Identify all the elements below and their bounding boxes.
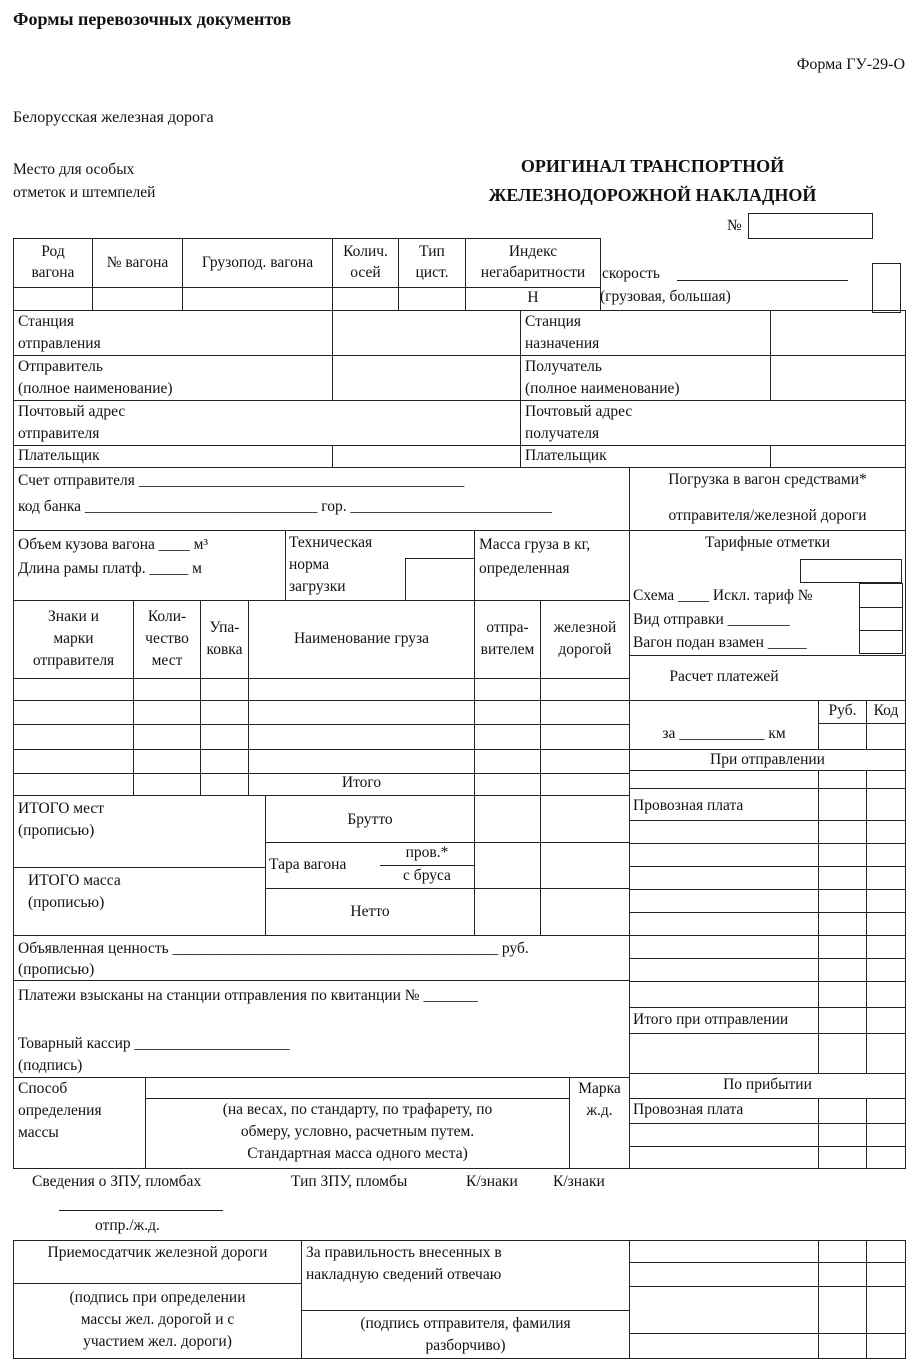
col-cargo-name: Наименование груза <box>293 630 430 647</box>
col-marks-l3: отправителя <box>32 652 115 669</box>
agent-signature-note-l1: (подпись при определении <box>69 1289 246 1306</box>
grid-cell <box>629 1123 819 1147</box>
railway-mark-l1: Марка <box>578 1080 621 1097</box>
grid-cell <box>200 773 249 796</box>
acceptance-agent-label: Приемосдатчик железной дороги <box>47 1244 268 1261</box>
tech-norm-l2: норма <box>289 556 330 573</box>
cashier-signature-label: (подпись) <box>18 1057 83 1074</box>
grid-cell <box>13 700 134 725</box>
grid-cell <box>818 866 867 890</box>
tara-label: Тара вагона <box>269 856 347 873</box>
rub-header: Руб. <box>828 702 857 719</box>
grid-cell <box>248 678 475 701</box>
col-tank-type-l1: Тип <box>419 243 445 260</box>
grid-cell <box>866 1333 906 1359</box>
sender-address-l2: отправителя <box>18 425 100 442</box>
grid-cell <box>200 678 249 701</box>
grid-cell <box>540 773 630 796</box>
col-axles-l2: осей <box>350 264 381 281</box>
grid-cell <box>13 724 134 750</box>
col-wagon-type-l2: вагона <box>31 264 75 281</box>
grid-cell <box>629 958 819 982</box>
grid-cell <box>866 1146 906 1169</box>
grid-cell <box>770 445 906 468</box>
speed-blank-line <box>677 266 848 281</box>
grid-cell <box>629 1146 819 1169</box>
method-label-l3: массы <box>18 1124 59 1141</box>
grid-cell <box>866 1240 906 1263</box>
charges-collected-line: Платежи взысканы на станции отправления по квитанции № _______ <box>18 987 478 1004</box>
grid-cell <box>133 749 201 774</box>
grid-cell <box>200 724 249 750</box>
grid-cell <box>332 310 521 356</box>
grid-cell <box>866 1007 906 1034</box>
col-capacity: Грузопод. вагона <box>201 254 314 271</box>
grid-cell <box>474 888 541 936</box>
control-signs-1: К/знаки <box>466 1173 518 1190</box>
grid-cell <box>540 795 630 843</box>
grid-cell <box>540 842 630 889</box>
col-wagon-type-l1: Род <box>41 243 65 260</box>
col-by-railway-l1: железной <box>553 619 617 636</box>
bank-code-line: код банка ______________________________ гор. __________________________ <box>18 498 553 515</box>
total-at-departure-label: Итого при отправлении <box>633 1011 789 1028</box>
grid-cell <box>13 287 93 311</box>
total-places-l2: (прописью) <box>18 822 95 839</box>
receiver-l1: Получатель <box>525 358 602 375</box>
sender-l1: Отправитель <box>18 358 103 375</box>
method-label-l2: определения <box>18 1102 102 1119</box>
responsibility-statement-l2: накладную сведений отвечаю <box>306 1266 502 1283</box>
grid-cell <box>248 749 475 774</box>
grid-cell <box>866 1286 906 1334</box>
grid-cell <box>818 788 867 821</box>
col-pack-l1: Упа- <box>209 619 240 636</box>
grid-cell <box>629 1286 819 1334</box>
seals-info-label: Сведения о ЗПУ, пломбах <box>32 1173 202 1190</box>
grid-cell <box>474 700 541 725</box>
grid-cell <box>818 889 867 913</box>
grid-cell <box>629 935 819 959</box>
speed-label: скорость <box>602 265 660 282</box>
grid-cell <box>818 958 867 982</box>
tariff-box-small <box>859 583 903 608</box>
grid-cell <box>818 770 867 789</box>
grid-cell <box>818 935 867 959</box>
stamp-note-line2: отметок и штемпелей <box>13 184 156 201</box>
s-brusa-label: с бруса <box>403 867 451 884</box>
col-pack-l2: ковка <box>206 641 243 658</box>
grid-cell <box>13 749 134 774</box>
method-options-l1: (на весах, по стандарту, по трафарету, по <box>222 1101 493 1118</box>
body-volume-line: Объем кузова вагона ____ м³ <box>18 536 209 553</box>
total-mass-l1: ИТОГО масса <box>28 872 121 889</box>
tariff-box-small <box>859 607 903 631</box>
grid-cell <box>92 287 183 311</box>
tech-norm-l3: загрузки <box>289 578 346 595</box>
grid-cell <box>818 820 867 844</box>
grid-cell <box>629 889 819 913</box>
sender-account-line: Счет отправителя __________________________________________ <box>18 472 465 489</box>
wagon-replaced-line: Вагон подан взамен _____ <box>633 634 807 651</box>
tariff-box-wide <box>800 559 902 583</box>
oversize-index-value: Н <box>527 289 539 306</box>
col-axles-l1: Колич. <box>343 243 388 260</box>
mass-determined-l1: Масса груза в кг, <box>479 536 591 553</box>
grid-cell <box>629 1262 819 1287</box>
grid-cell <box>13 678 134 701</box>
kod-header: Код <box>873 702 899 719</box>
frame-length-line: Длина рамы платф. _____ м <box>18 560 202 577</box>
grid-cell <box>866 958 906 982</box>
grid-cell <box>629 1240 819 1263</box>
seals-type-label: Тип ЗПУ, пломбы <box>291 1173 408 1190</box>
seals-blank-line <box>59 1196 223 1211</box>
grid-cell <box>248 700 475 725</box>
col-by-sender-l1: отпра- <box>486 619 529 636</box>
on-arrival-header: По прибытии <box>723 1076 812 1093</box>
agent-signature-note-l3: участием жел. дороги) <box>83 1333 232 1350</box>
col-marks-l1: Знаки и <box>48 608 99 625</box>
number-label: № <box>727 217 742 234</box>
col-qty-l1: Коли- <box>147 608 187 625</box>
grid-cell <box>13 773 134 796</box>
number-box <box>748 213 873 239</box>
grid-cell <box>629 1033 819 1074</box>
destination-station-l2: назначения <box>525 335 600 352</box>
grid-cell <box>398 287 466 311</box>
goods-itogo-label: Итого <box>341 774 382 791</box>
loading-by-line1: Погрузка в вагон средствами* <box>668 471 867 488</box>
col-by-railway-l2: дорогой <box>558 641 612 658</box>
freight-charge-arrival-label: Провозная плата <box>633 1101 744 1118</box>
grid-cell <box>133 724 201 750</box>
grid-cell <box>866 788 906 821</box>
loading-by-line2: отправителя/железной дороги <box>668 507 867 524</box>
otpr-zhd-label: отпр./ж.д. <box>95 1217 160 1234</box>
grid-cell <box>474 678 541 701</box>
prov-label: пров.* <box>405 844 449 861</box>
grid-cell <box>145 1077 570 1099</box>
grid-cell <box>629 1333 819 1359</box>
total-mass-l2: (прописью) <box>28 894 105 911</box>
grid-cell <box>248 724 475 750</box>
grid-cell <box>866 981 906 1008</box>
grid-cell <box>332 445 521 468</box>
grid-cell <box>818 1146 867 1169</box>
tech-norm-box <box>405 558 475 601</box>
receiver-address-l2: получателя <box>525 425 600 442</box>
doc-title-line2: ЖЕЛЕЗНОДОРОЖНОЙ НАКЛАДНОЙ <box>488 185 817 205</box>
sender-signature-note-l1: (подпись отправителя, фамилия <box>360 1315 571 1332</box>
stamp-note-line1: Место для особых <box>13 161 135 178</box>
grid-cell <box>540 888 630 936</box>
doc-title-line1: ОРИГИНАЛ ТРАНСПОРТНОЙ <box>520 156 785 176</box>
col-wagon-no: № вагона <box>106 254 169 271</box>
grid-cell <box>133 678 201 701</box>
col-oversize-index-l1: Индекс <box>508 243 558 260</box>
grid-cell <box>629 843 819 867</box>
receiver-address-l1: Почтовый адрес <box>525 403 633 420</box>
grid-cell <box>200 700 249 725</box>
method-label-l1: Способ <box>18 1080 68 1097</box>
col-qty-l3: мест <box>151 652 183 669</box>
brutto-label: Брутто <box>347 811 393 828</box>
grid-cell <box>866 1033 906 1074</box>
agent-signature-note-l2: массы жел. дорогой и с <box>80 1311 235 1328</box>
grid-cell <box>474 749 541 774</box>
grid-cell <box>818 843 867 867</box>
shipment-type-line: Вид отправки ________ <box>633 611 790 628</box>
grid-cell <box>866 843 906 867</box>
total-places-l1: ИТОГО мест <box>18 800 105 817</box>
tariff-box-small <box>859 630 903 654</box>
grid-cell <box>818 1007 867 1034</box>
tariff-scheme-line: Схема ____ Искл. тариф № <box>633 587 813 604</box>
responsibility-statement-l1: За правильность внесенных в <box>306 1244 502 1261</box>
grid-cell <box>332 287 399 311</box>
grid-cell <box>474 795 541 843</box>
mass-determined-l2: определенная <box>479 560 570 577</box>
grid-cell <box>818 1333 867 1359</box>
col-qty-l2: чество <box>145 630 189 647</box>
grid-cell <box>540 678 630 701</box>
form-code: Форма ГУ-29-О <box>796 56 905 73</box>
speed-sublabel: (грузовая, большая) <box>600 288 731 305</box>
grid-cell <box>818 981 867 1008</box>
grid-cell <box>818 1033 867 1074</box>
railway-mark-l2: ж.д. <box>586 1102 613 1119</box>
grid-cell <box>474 773 541 796</box>
grid-cell <box>866 889 906 913</box>
grid-cell <box>818 1262 867 1287</box>
grid-cell <box>818 1123 867 1147</box>
grid-cell <box>866 866 906 890</box>
grid-cell <box>629 820 819 844</box>
at-departure-header: При отправлении <box>710 751 825 768</box>
sender-signature-note-l2: разборчиво) <box>425 1337 506 1354</box>
page-heading: Формы перевозочных документов <box>13 9 292 29</box>
grid-cell <box>540 700 630 725</box>
payer-left: Плательщик <box>18 447 100 464</box>
grid-cell <box>540 749 630 774</box>
grid-cell <box>629 866 819 890</box>
grid-cell <box>629 770 819 789</box>
method-options-l3: Стандартная масса одного места) <box>247 1145 468 1162</box>
grid-cell <box>866 770 906 789</box>
grid-cell <box>332 355 521 401</box>
grid-cell <box>866 723 906 750</box>
grid-cell <box>182 287 333 311</box>
grid-cell <box>818 1286 867 1334</box>
grid-cell <box>629 981 819 1008</box>
declared-value-line: Объявленная ценность __________________________________________ руб. <box>18 940 529 957</box>
destination-station-l1: Станция <box>525 313 581 330</box>
grid-cell <box>540 724 630 750</box>
payer-right: Плательщик <box>525 447 607 464</box>
grid-cell <box>866 912 906 936</box>
grid-cell <box>474 724 541 750</box>
declared-value-sub: (прописью) <box>18 961 95 978</box>
col-tank-type-l2: цист. <box>415 264 449 281</box>
control-signs-2: К/знаки <box>553 1173 605 1190</box>
departure-station-l1: Станция <box>18 313 74 330</box>
sender-address-l1: Почтовый адрес <box>18 403 126 420</box>
grid-cell <box>629 912 819 936</box>
payments-calc-title: Расчет платежей <box>669 668 779 685</box>
receiver-l2: (полное наименование) <box>525 380 680 397</box>
speed-box <box>872 263 901 313</box>
col-oversize-index-l2: негабаритности <box>480 264 586 281</box>
col-marks-l2: марки <box>53 630 94 647</box>
grid-cell <box>866 935 906 959</box>
per-km-line: за ___________ км <box>662 725 786 742</box>
tech-norm-l1: Техническая <box>289 534 373 551</box>
grid-cell <box>866 1262 906 1287</box>
grid-cell <box>818 1098 867 1124</box>
col-by-sender-l2: вителем <box>480 641 535 658</box>
grid-cell <box>818 1240 867 1263</box>
tariff-marks-title: Тарифные отметки <box>704 534 831 551</box>
grid-cell <box>818 912 867 936</box>
freight-charge-label: Провозная плата <box>633 797 744 814</box>
method-options-l2: обмеру, условно, расчетным путем. <box>240 1123 475 1140</box>
grid-cell <box>866 820 906 844</box>
grid-cell <box>770 310 906 356</box>
cashier-line: Товарный кассир ____________________ <box>18 1035 290 1052</box>
grid-cell <box>133 773 201 796</box>
departure-station-l2: отправления <box>18 335 101 352</box>
grid-cell <box>818 723 867 750</box>
railway-name: Белорусская железная дорога <box>13 109 214 126</box>
grid-cell <box>200 749 249 774</box>
grid-cell <box>866 1098 906 1124</box>
grid-cell <box>474 842 541 889</box>
grid-cell <box>133 700 201 725</box>
netto-label: Нетто <box>350 903 390 920</box>
sender-l2: (полное наименование) <box>18 380 173 397</box>
grid-cell <box>866 1123 906 1147</box>
grid-cell <box>770 355 906 401</box>
